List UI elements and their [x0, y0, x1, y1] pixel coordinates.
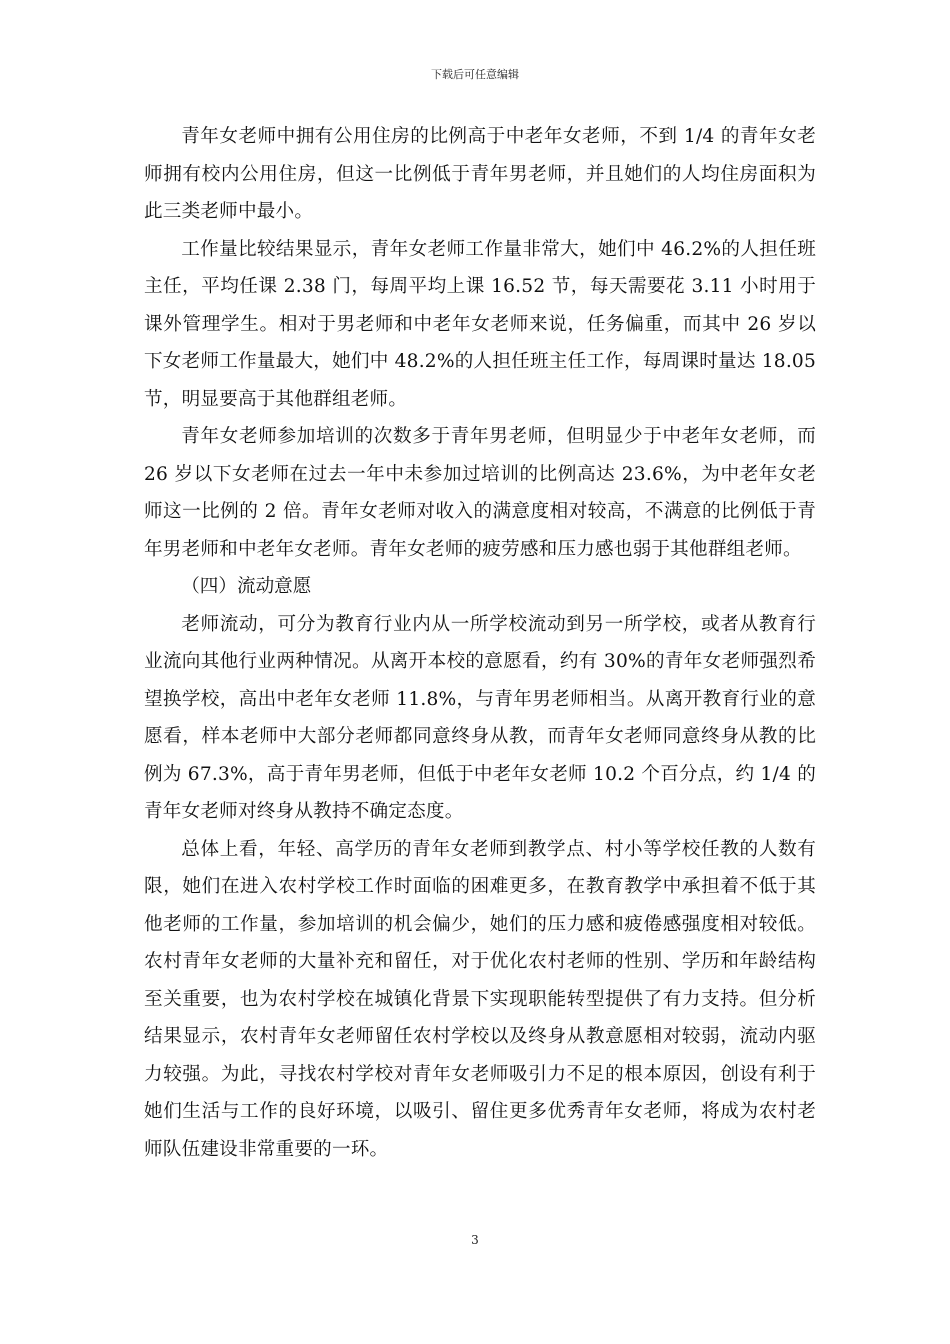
section-heading: （四）流动意愿	[181, 576, 312, 597]
page-header: 下载后可任意编辑	[431, 68, 519, 81]
paragraph-housing: 青年女老师中拥有公用住房的比例高于中老年女老师，不到 1/4 的青年女老师拥有校内公用住房，但这一比例低于青年男老师，并且她们的人均住房面积为此三类老师中最小。	[144, 126, 816, 222]
paragraph-training: 青年女老师参加培训的次数多于青年男老师，但明显少于中老年女老师，而 26 岁以下女老师在过去一年中未参加过培训的比例高达 23.6%，为中老年女老师这一比例的 2 倍。青年女老师对收入的满意度相对较高，不满意的比例低于青年男老师和中老年女老师。青年女老师的疲劳感和压力感也弱于其他群组老师。	[144, 426, 816, 560]
body-text	[144, 118, 816, 1168]
paragraph-workload: 工作量比较结果显示，青年女老师工作量非常大，她们中 46.2%的人担任班主任，平均任课 2.38 门，每周平均上课 16.52 节，每天需要花 3.11 小时用于课外管理学生。相对于男老师和中老年女老师来说，任务偏重，而其中 26 岁以下女老师工作量最大，她们中 48.2%的人担任班主任工作，每周课时量达 18.05 节，明显要高于其他群组老师。	[144, 238, 816, 410]
paragraph-mobility: 老师流动，可分为教育行业内从一所学校流动到另一所学校，或者从教育行业流向其他行业两种情况。从离开本校的意愿看，约有 30%的青年女老师强烈希望换学校，高出中老年女老师 11.8%，与青年男老师相当。从离开教育行业的意愿看，样本老师中大部分老师都同意终身从教，而青年女老师同意终身从教的比例为 67.3%，高于青年男老师，但低于中老年女老师 10.2 个百分点，约 1/4 的青年女老师对终身从教持不确定态度。	[144, 613, 816, 822]
page-number: 3	[471, 1233, 479, 1247]
paragraph-summary: 总体上看，年轻、高学历的青年女老师到教学点、村小等学校任教的人数有限，她们在进入农村学校工作时面临的困难更多，在教育教学中承担着不低于其他老师的工作量，参加培训的机会偏少，她们的压力感和疲倦感强度相对较低。农村青年女老师的大量补充和留任，对于优化农村老师的性别、学历和年龄结构至关重要，也为农村学校在城镇化背景下实现职能转型提供了有力支持。但分析结果显示，农村青年女老师留任农村学校以及终身从教意愿相对较弱，流动内驱力较强。为此，寻找农村学校对青年女老师吸引力不足的根本原因，创设有利于她们生活与工作的良好环境，以吸引、留住更多优秀青年女老师，将成为农村老师队伍建设非常重要的一环。	[144, 838, 816, 1160]
